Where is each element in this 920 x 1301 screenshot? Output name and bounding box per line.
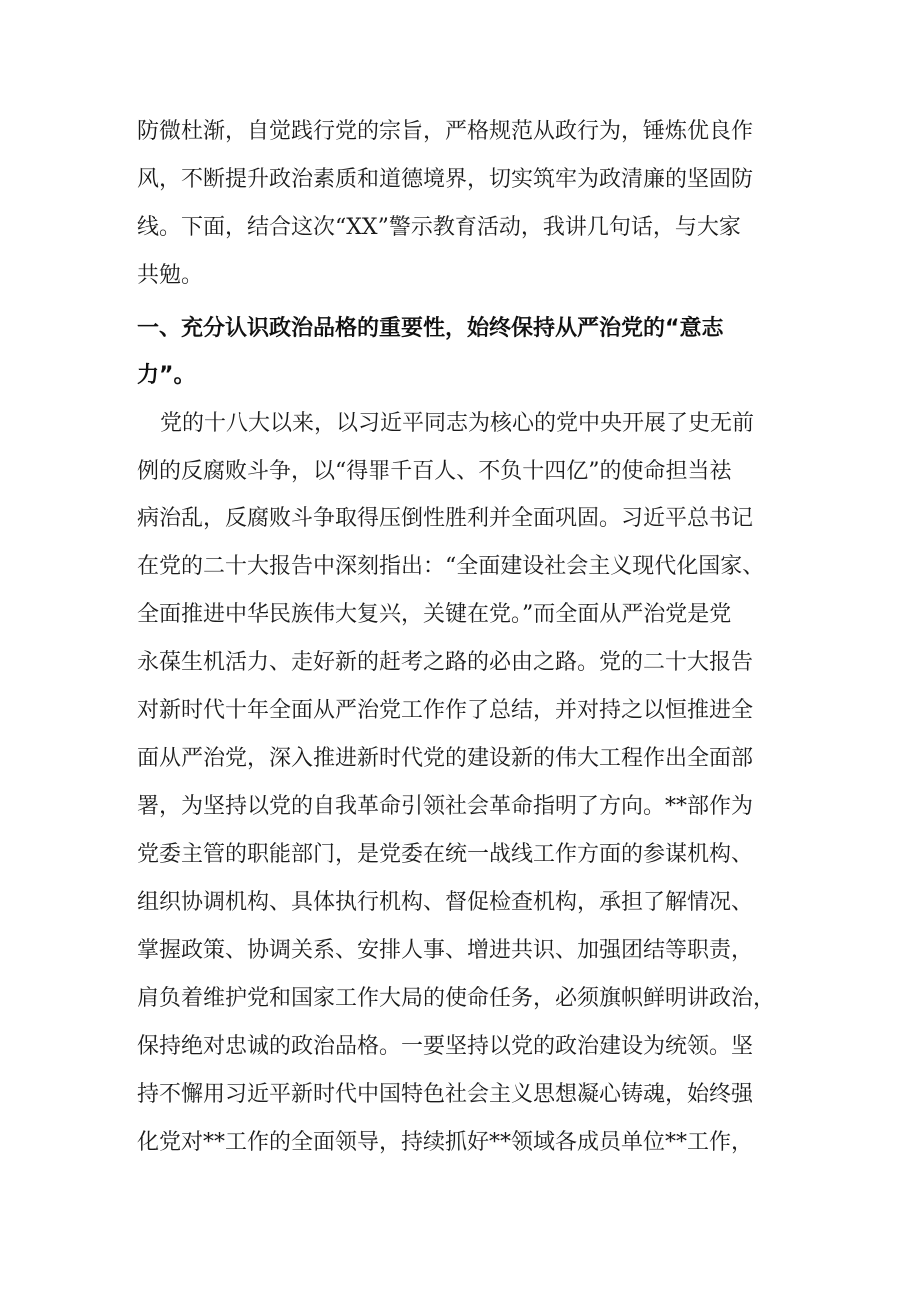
body-line-1: 党的十八大以来，以习近平同志为核心的党中央开展了史无前 [160,411,755,436]
intro-line-1: 防微杜渐，自觉践行党的宗旨，严格规范从政行为，锤炼优良作 [137,119,754,144]
intro-line-2: 风，不断提升政治素质和道德境界，切实筑牢为政清廉的坚固防 [137,167,754,192]
body-line-6: 永葆生机活力、走好新的赶考之路的必由之路。党的二十大报告 [137,650,754,675]
body-line-4: 在党的二十大报告中深刻指出：“全面建设社会主义现代化国家、 [137,554,765,579]
body-line-7: 对新时代十年全面从严治党工作作了总结，并对持之以恒推进全 [137,698,754,723]
body-line-13: 肩负着维护党和国家工作大局的使命任务，必须旗帜鲜明讲政治， [137,986,776,1011]
body-line-12: 掌握政策、协调关系、安排人事、增进共识、加强团结等职责， [137,938,754,963]
intro-line-3: 线。下面，结合这次“XX”警示教育活动，我讲几句话，与大家 [137,215,741,240]
section-heading-line-2: 力”。 [137,363,196,388]
body-line-10: 党委主管的职能部门，是党委在统一战线工作方面的参谋机构、 [137,842,754,867]
body-line-15: 持不懈用习近平新时代中国特色社会主义思想凝心铸魂，始终强 [137,1082,754,1107]
body-line-14: 保持绝对忠诚的政治品格。一要坚持以党的政治建设为统领。坚 [137,1034,754,1059]
body-line-16: 化党对**工作的全面领导，持续抓好**领域各成员单位**工作， [137,1130,754,1155]
body-line-3: 病治乱，反腐败斗争取得压倒性胜利并全面巩固。习近平总书记 [137,506,754,531]
body-line-9: 署，为坚持以党的自我革命引领社会革命指明了方向。**部作为 [137,794,754,819]
body-line-5: 全面推进中华民族伟大复兴，关键在党。”而全面从严治党是党 [137,602,732,627]
body-line-11: 组织协调机构、具体执行机构、督促检查机构，承担了解情况、 [137,890,754,915]
intro-line-4: 共勉。 [137,263,204,288]
body-line-8: 面从严治党，深入推进新时代党的建设新的伟大工程作出全面部 [137,746,754,771]
section-heading-line-1: 一、充分认识政治品格的重要性，始终保持从严治党的“意志 [137,316,724,341]
body-line-2: 例的反腐败斗争，以“得罪千百人、不负十四亿”的使命担当祛 [137,459,732,484]
